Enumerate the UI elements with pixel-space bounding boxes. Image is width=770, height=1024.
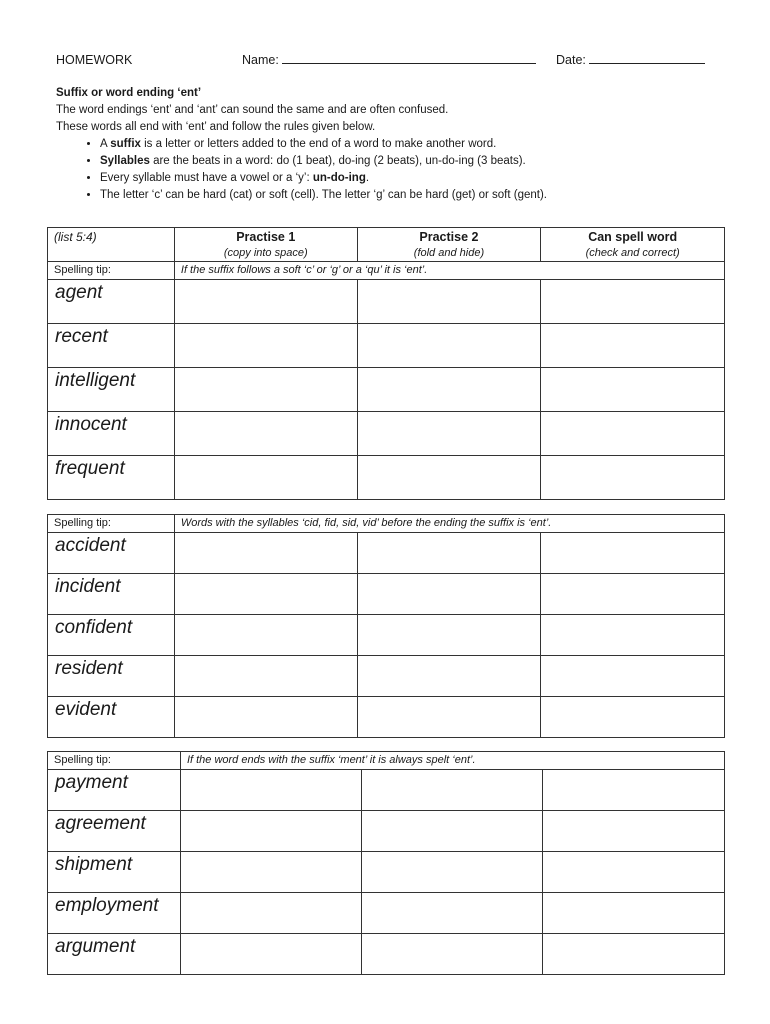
can-spell-cell[interactable] [541, 412, 725, 456]
spelling-word: innocent [48, 412, 175, 456]
practise-1-cell[interactable] [180, 893, 361, 934]
can-spell-cell[interactable] [541, 533, 725, 574]
practise-1-cell[interactable] [180, 852, 361, 893]
word-row [48, 324, 725, 368]
can-spell-cell[interactable] [541, 368, 725, 412]
can-spell-cell[interactable] [543, 811, 725, 852]
practise-1-cell[interactable] [174, 574, 357, 615]
name-line [282, 63, 536, 64]
spelling-word: resident [48, 656, 175, 697]
practise-2-cell[interactable] [361, 770, 543, 811]
can-spell-cell[interactable] [543, 893, 725, 934]
column-header-practise-1: Practise 1 (copy into space) [174, 228, 357, 262]
word-row [48, 533, 725, 574]
practise-1-cell[interactable] [174, 615, 357, 656]
can-spell-cell[interactable] [541, 697, 725, 738]
spelling-table-2 [47, 514, 725, 738]
spelling-table-1 [47, 227, 725, 500]
practise-2-cell[interactable] [357, 656, 541, 697]
practise-2-cell[interactable] [357, 324, 541, 368]
spelling-word: incident [48, 574, 175, 615]
word-row [48, 615, 725, 656]
word-row [48, 934, 725, 975]
practise-2-cell[interactable] [361, 893, 543, 934]
practise-2-cell[interactable] [361, 852, 543, 893]
tip-text: If the word ends with the suffix ‘ment’ it is always spelt ‘ent’. [180, 752, 724, 770]
can-spell-cell[interactable] [543, 852, 725, 893]
practise-2-cell[interactable] [357, 574, 541, 615]
spelling-word: accident [48, 533, 175, 574]
spelling-word: employment [48, 893, 181, 934]
word-row [48, 368, 725, 412]
practise-1-cell[interactable] [180, 811, 361, 852]
practise-1-cell[interactable] [180, 934, 361, 975]
word-row [48, 770, 725, 811]
tip-row [48, 262, 725, 280]
rule-item: • A suffix is a letter or letters added to the end of a word to make another word. [100, 136, 736, 153]
intro-heading: Suffix or word ending ‘ent’ [56, 87, 202, 99]
practise-2-cell[interactable] [357, 615, 541, 656]
date-field[interactable] [556, 53, 705, 67]
intro-section [56, 85, 736, 204]
rule-item: • Every syllable must have a vowel or a ‘y’: un-do-ing. [100, 170, 736, 187]
practise-1-cell[interactable] [174, 324, 357, 368]
homework-title: HOMEWORK [56, 53, 133, 67]
intro-line-1: The word endings ‘ent’ and ‘ant’ can sound the same and are often confused. [56, 104, 449, 116]
rule-item: • Syllables are the beats in a word: do (1 beat), do-ing (2 beats), un-do-ing (3 beats). [100, 153, 736, 170]
word-row [48, 456, 725, 500]
tip-row [48, 752, 725, 770]
list-label: (list 5:4) [48, 228, 175, 262]
date-label: Date: [556, 53, 586, 67]
spelling-word: frequent [48, 456, 175, 500]
word-row [48, 574, 725, 615]
name-label: Name: [242, 53, 279, 67]
practise-2-cell[interactable] [357, 368, 541, 412]
date-line [589, 63, 705, 64]
header-row [48, 228, 725, 262]
column-header-practise-2: Practise 2 (fold and hide) [357, 228, 541, 262]
word-row [48, 893, 725, 934]
spelling-word: agreement [48, 811, 181, 852]
column-header-can-spell: Can spell word (check and correct) [541, 228, 725, 262]
practise-2-cell[interactable] [357, 280, 541, 324]
rule-item: • The letter ‘c’ can be hard (cat) or soft (cell). The letter ‘g’ can be hard (get) or soft (gent). [100, 187, 736, 204]
tip-label: Spelling tip: [48, 752, 181, 770]
practise-2-cell[interactable] [357, 533, 541, 574]
word-row [48, 412, 725, 456]
practise-1-cell[interactable] [174, 533, 357, 574]
tip-label: Spelling tip: [48, 515, 175, 533]
tip-row [48, 515, 725, 533]
tip-text: If the suffix follows a soft ‘c’ or ‘g’ or a ‘qu’ it is ‘ent’. [174, 262, 724, 280]
spelling-word: agent [48, 280, 175, 324]
spelling-word: argument [48, 934, 181, 975]
spelling-table-3 [47, 751, 725, 975]
practise-1-cell[interactable] [180, 770, 361, 811]
word-row [48, 656, 725, 697]
practise-1-cell[interactable] [174, 456, 357, 500]
spelling-word: intelligent [48, 368, 175, 412]
word-row [48, 280, 725, 324]
can-spell-cell[interactable] [541, 456, 725, 500]
word-row [48, 697, 725, 738]
practise-1-cell[interactable] [174, 412, 357, 456]
rules-list [56, 136, 736, 204]
can-spell-cell[interactable] [541, 280, 725, 324]
tip-label: Spelling tip: [48, 262, 175, 280]
practise-2-cell[interactable] [357, 697, 541, 738]
can-spell-cell[interactable] [541, 324, 725, 368]
practise-1-cell[interactable] [174, 697, 357, 738]
spelling-word: shipment [48, 852, 181, 893]
can-spell-cell[interactable] [541, 615, 725, 656]
spelling-word: evident [48, 697, 175, 738]
tip-text: Words with the syllables ‘cid, fid, sid, vid’ before the ending the suffix is ‘ent’. [174, 515, 724, 533]
practise-1-cell[interactable] [174, 368, 357, 412]
spelling-word: confident [48, 615, 175, 656]
practise-2-cell[interactable] [357, 412, 541, 456]
practise-1-cell[interactable] [174, 656, 357, 697]
intro-line-2: These words all end with ‘ent’ and follow the rules given below. [56, 121, 376, 133]
can-spell-cell[interactable] [543, 770, 725, 811]
practise-2-cell[interactable] [361, 811, 543, 852]
can-spell-cell[interactable] [541, 656, 725, 697]
name-field[interactable] [242, 53, 536, 67]
spelling-word: payment [48, 770, 181, 811]
spelling-word: recent [48, 324, 175, 368]
can-spell-cell[interactable] [543, 934, 725, 975]
word-row [48, 811, 725, 852]
practise-1-cell[interactable] [174, 280, 357, 324]
can-spell-cell[interactable] [541, 574, 725, 615]
practise-2-cell[interactable] [361, 934, 543, 975]
practise-2-cell[interactable] [357, 456, 541, 500]
word-row [48, 852, 725, 893]
